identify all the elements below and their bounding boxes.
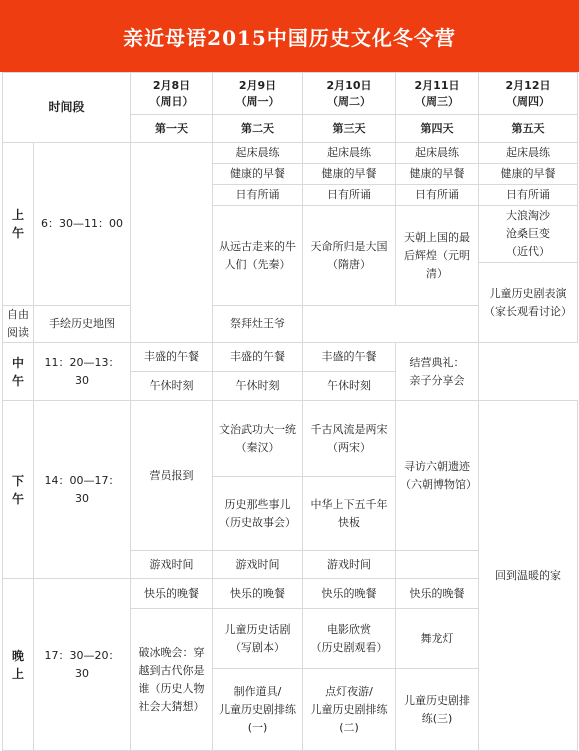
activity-cell: 健康的早餐 (479, 164, 578, 185)
time-range: 11：20—13：30 (34, 343, 131, 401)
activity-text: 儿童历史剧表演 (489, 286, 567, 300)
activity-text: （两宋） (327, 440, 372, 454)
activity-cell: 回到温暖的家 (479, 401, 578, 751)
activity-cell: 快乐的晚餐 (396, 579, 479, 609)
activity-cell: 午休时刻 (213, 372, 303, 401)
activity-text: 儿童历史剧排 (404, 693, 471, 707)
activity-cell: 丰盛的午餐 (131, 343, 213, 372)
activity-text: 千古风流是两宋 (310, 422, 388, 436)
activity-text: 从远古走来的牛 (219, 239, 297, 253)
activity-text: （六朝博物馆） (400, 477, 478, 491)
date-label: 2月8日 (152, 78, 191, 92)
activity-text: （历史剧观看） (310, 640, 388, 654)
date-label: 2月10日 (326, 78, 372, 92)
activity-cell: 健康的早餐 (303, 164, 396, 185)
activity-cell (213, 401, 303, 477)
time-period-label: 时间段 (48, 100, 85, 114)
period-label: 晚 (11, 648, 24, 663)
noon-row (3, 343, 578, 372)
activity-cell: 健康的早餐 (213, 164, 303, 185)
activity-cell (213, 609, 303, 669)
activity-cell: 午休时刻 (303, 372, 396, 401)
period-afternoon (3, 401, 34, 579)
period-evening (3, 579, 34, 751)
activity-cell (303, 401, 396, 477)
activity-cell: 日有所诵 (479, 185, 578, 206)
activity-cell: 自由阅读 (3, 306, 34, 343)
date-label: 2月9日 (238, 78, 277, 92)
time-range: 17：30—20：30 (34, 579, 131, 751)
activity-text: 人们（先秦） (224, 257, 291, 271)
activity-cell (131, 609, 213, 751)
day-label: 第二天 (213, 115, 303, 143)
time-range: 6：30—11：00 (34, 143, 131, 306)
activity-text: （近代） (506, 245, 551, 258)
activity-cell (213, 206, 303, 306)
date-cell-day5 (479, 73, 578, 115)
date-label: 2月12日 (505, 78, 551, 92)
activity-text: （秦汉） (235, 440, 280, 454)
activity-text: 天朝上国的最 (404, 230, 471, 244)
schedule-table (2, 72, 578, 751)
activity-text: 社会大猜想） (138, 699, 205, 713)
activity-text: 儿童历史剧排练 (219, 702, 297, 716)
activity-cell: 丰盛的午餐 (213, 343, 303, 372)
activity-text: 点灯夜游/ (325, 684, 373, 698)
activity-cell: 快乐的晚餐 (131, 579, 213, 609)
activity-text: 大浪淘沙 (506, 209, 551, 222)
activity-cell (213, 669, 303, 751)
morning-row (3, 143, 578, 164)
day-label: 第一天 (131, 115, 213, 143)
activity-text: 儿童历史剧排练 (310, 702, 388, 716)
activity-text: 练(三) (421, 711, 453, 725)
activity-cell: 丰盛的午餐 (303, 343, 396, 372)
activity-cell (396, 206, 479, 306)
date-cell-day1 (131, 73, 213, 115)
period-label: 午 (11, 226, 24, 240)
activity-cell: 游戏时间 (213, 551, 303, 579)
activity-cell: 健康的早餐 (396, 164, 479, 185)
activity-cell (479, 206, 578, 263)
weekday-label: （周二） (327, 94, 372, 108)
weekday-label: （周日） (149, 94, 194, 108)
activity-cell (303, 669, 396, 751)
date-cell-day3 (303, 73, 396, 115)
activity-text: 文治武功大一统 (219, 422, 297, 436)
activity-cell (303, 206, 396, 306)
activity-text: 破冰晚会：穿 (138, 645, 205, 659)
day-label: 第五天 (479, 115, 578, 143)
activity-text: （家长观看讨论） (484, 304, 573, 318)
page-title: 亲近母语2015中国历史文化冬令营 (0, 0, 579, 72)
period-label: 午 (11, 373, 24, 388)
activity-cell: 游戏时间 (303, 551, 396, 579)
activity-cell: 手绘历史地图 (34, 306, 131, 343)
activity-text: 亲子分享会 (409, 373, 465, 387)
period-noon (3, 343, 34, 401)
activity-cell (479, 263, 578, 343)
period-label: 午 (11, 491, 24, 506)
activity-text: 结营典礼： (409, 355, 465, 369)
activity-text: 电影欣赏 (327, 622, 372, 636)
activity-text: （写剧本） (230, 640, 286, 654)
activity-cell: 起床晨练 (303, 143, 396, 164)
day-label: 第四天 (396, 115, 479, 143)
activity-cell (396, 401, 479, 551)
activity-cell: 起床晨练 (213, 143, 303, 164)
activity-cell (303, 477, 396, 551)
time-range: 14：00—17：30 (34, 401, 131, 579)
activity-text: 天命所归是大国 (310, 239, 388, 253)
activity-text: 谁（历史人物 (138, 681, 205, 695)
activity-cell (303, 609, 396, 669)
weekday-label: （周四） (506, 94, 551, 108)
activity-text: （历史故事会） (219, 515, 297, 529)
activity-text: 寻访六朝遗迹 (404, 459, 471, 473)
weekday-label: （周一） (235, 94, 280, 108)
activity-cell (396, 669, 479, 751)
activity-text: 快板 (338, 515, 361, 529)
activity-cell: 日有所诵 (303, 185, 396, 206)
activity-cell: 营员报到 (131, 401, 213, 551)
empty-cell (396, 551, 479, 579)
activity-cell: 日有所诵 (396, 185, 479, 206)
activity-text: 沧桑巨变 (506, 227, 551, 240)
activity-cell: 游戏时间 (131, 551, 213, 579)
activity-cell: 舞龙灯 (396, 609, 479, 669)
day-label: 第三天 (303, 115, 396, 143)
weekday-label: （周三） (415, 94, 460, 108)
date-label: 2月11日 (414, 78, 460, 92)
activity-text: 儿童历史话剧 (224, 622, 291, 636)
activity-text: 制作道具/ (233, 684, 282, 698)
afternoon-row (3, 401, 578, 477)
activity-cell: 起床晨练 (396, 143, 479, 164)
time-period-header (3, 73, 131, 143)
date-cell-day2 (213, 73, 303, 115)
date-cell-day4 (396, 73, 479, 115)
empty-cell (131, 143, 213, 343)
activity-cell (396, 343, 479, 401)
activity-cell: 日有所诵 (213, 185, 303, 206)
activity-text: （隋唐） (327, 257, 372, 271)
activity-cell: 快乐的晚餐 (303, 579, 396, 609)
period-label: 上 (11, 208, 24, 222)
activity-text: 中华上下五千年 (310, 497, 388, 511)
activity-text: 历史那些事儿 (224, 497, 291, 511)
activity-text: 越到古代你是 (138, 663, 205, 677)
activity-cell: 午休时刻 (131, 372, 213, 401)
period-label: 下 (11, 473, 24, 488)
activity-text: 清） (426, 266, 449, 280)
header-date-row (3, 73, 578, 115)
activity-text: 后辉煌（元明 (404, 248, 471, 262)
activity-text: (二) (339, 720, 359, 734)
period-morning (3, 143, 34, 306)
activity-cell: 祭拜灶王爷 (213, 306, 303, 343)
period-label: 中 (11, 355, 24, 370)
period-label: 上 (11, 666, 24, 681)
activity-cell: 快乐的晚餐 (213, 579, 303, 609)
activity-text: (一) (247, 720, 268, 734)
activity-cell: 起床晨练 (479, 143, 578, 164)
activity-cell (213, 477, 303, 551)
